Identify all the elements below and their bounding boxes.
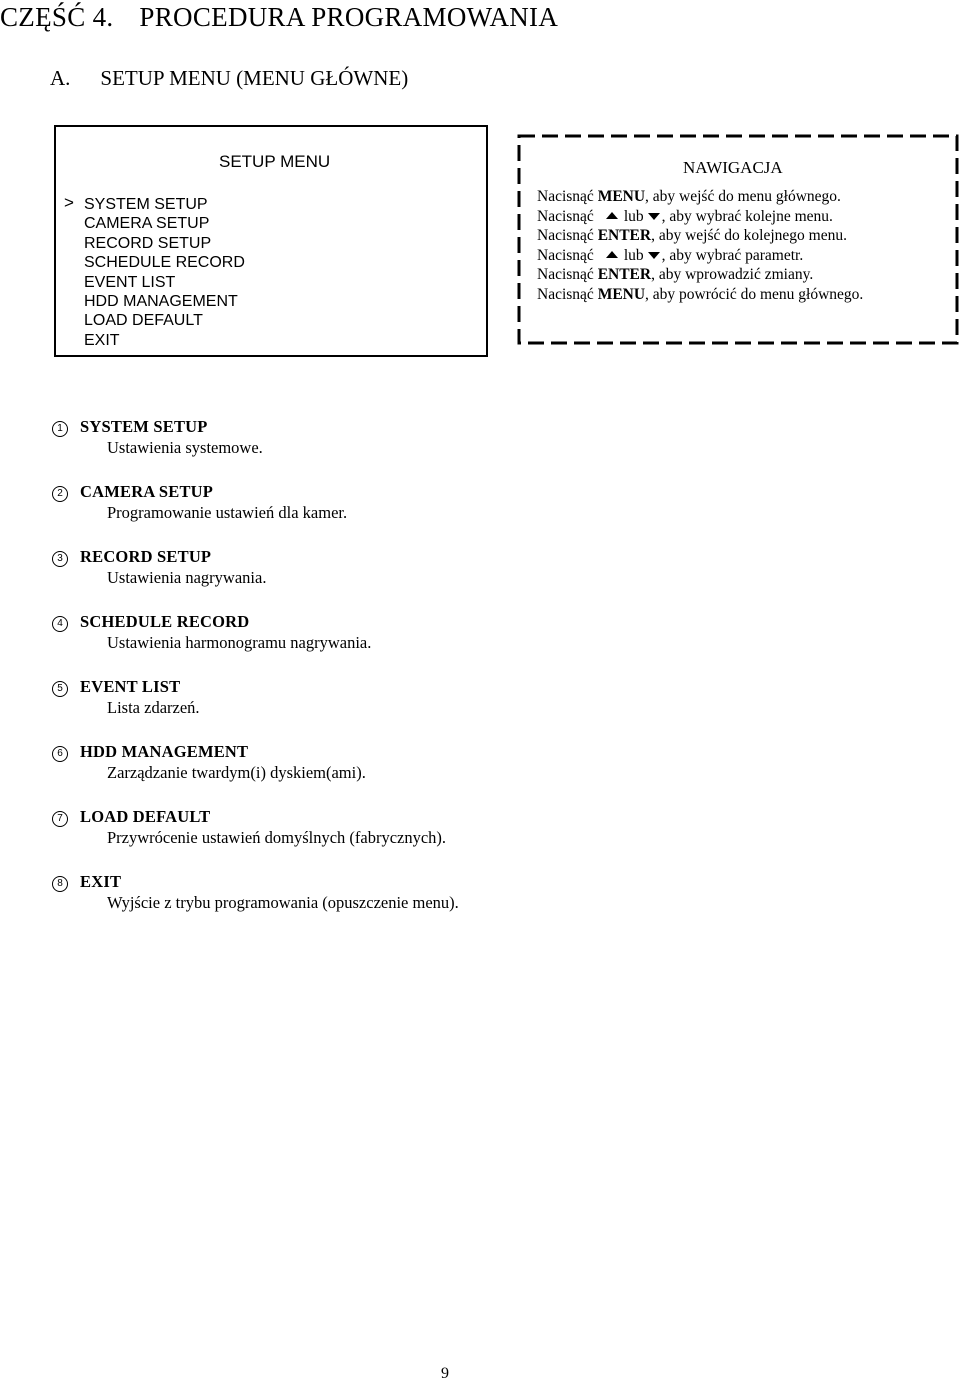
description-name: EVENT LIST — [80, 677, 181, 696]
number-7-icon: 7 — [52, 811, 68, 827]
description-text: Ustawienia harmonogramu nagrywania. — [107, 633, 372, 652]
description-text: Zarządzanie twardym(i) dyskiem(ami). — [107, 763, 366, 782]
description-item — [52, 481, 459, 546]
nav-line-text: Nacisnąć — [537, 285, 598, 303]
number-3-icon: 3 — [52, 551, 68, 567]
section-letter: A. — [50, 66, 71, 90]
description-name: RECORD SETUP — [80, 547, 212, 566]
nav-line — [537, 226, 863, 246]
menu-cursor-icon: > — [64, 193, 74, 212]
description-text: Lista zdarzeń. — [107, 698, 200, 717]
number-1-icon: 1 — [52, 421, 68, 437]
number-4-icon: 4 — [52, 616, 68, 632]
menu-item-schedule-record: SCHEDULE RECORD — [84, 254, 245, 272]
arrow-down-icon — [648, 252, 660, 259]
nav-line-text: , aby powrócić do menu głównego. — [645, 285, 864, 303]
menu-item-event-list: EVENT LIST — [84, 273, 176, 291]
arrow-up-icon — [606, 212, 618, 219]
description-text: Wyjście z trybu programowania (opuszczenie menu). — [107, 893, 459, 912]
arrow-up-icon — [606, 251, 618, 258]
key-menu: MENU — [597, 188, 646, 205]
description-item — [52, 741, 459, 806]
nav-line — [537, 265, 863, 285]
description-item — [52, 676, 459, 741]
description-text: Ustawienia nagrywania. — [107, 568, 267, 587]
description-item — [52, 806, 459, 871]
menu-item-exit: EXIT — [84, 331, 120, 349]
key-enter: ENTER — [597, 266, 652, 283]
nav-line-text: , aby wybrać parametr. — [661, 246, 804, 264]
setup-menu-list — [84, 195, 245, 350]
description-name: SCHEDULE RECORD — [80, 612, 250, 631]
nav-line — [537, 187, 863, 207]
description-name: SYSTEM SETUP — [80, 417, 208, 436]
description-item — [52, 871, 459, 936]
arrow-down-icon — [648, 213, 660, 220]
key-enter: ENTER — [597, 227, 652, 244]
number-2-icon: 2 — [52, 486, 68, 502]
menu-item-record-setup: RECORD SETUP — [84, 234, 212, 252]
menu-item-system-setup: SYSTEM SETUP — [84, 196, 208, 213]
section-name: SETUP MENU (MENU GŁÓWNE) — [100, 66, 409, 90]
description-item — [52, 611, 459, 676]
navigation-title: NAWIGACJA — [683, 158, 783, 177]
nav-line-text: Nacisnąć — [537, 207, 594, 225]
nav-line-text: lub — [623, 207, 644, 225]
key-menu: MENU — [597, 285, 646, 303]
number-5-icon: 5 — [52, 681, 68, 697]
nav-line-text: , aby wejść do kolejnego menu. — [651, 227, 847, 244]
nav-line-text: , aby wybrać kolejne menu. — [661, 207, 833, 225]
nav-line — [537, 207, 863, 227]
chapter-title — [0, 2, 558, 33]
menu-item-camera-setup: CAMERA SETUP — [84, 215, 210, 233]
description-text: Przywrócenie ustawień domyślnych (fabrycznych). — [107, 828, 447, 847]
description-item — [52, 546, 459, 611]
description-text: Ustawienia systemowe. — [107, 438, 263, 457]
chapter-number: CZĘŚĆ 4. — [0, 2, 114, 32]
description-name: EXIT — [80, 872, 122, 891]
nav-line-text: Nacisnąć — [537, 188, 598, 205]
navigation-lines — [537, 187, 863, 304]
setup-menu-box — [54, 125, 488, 357]
chapter-name: PROCEDURA PROGRAMOWANIA — [139, 2, 559, 32]
description-name: CAMERA SETUP — [80, 482, 214, 501]
description-name: HDD MANAGEMENT — [80, 742, 249, 761]
number-6-icon: 6 — [52, 746, 68, 762]
menu-item-load-default: LOAD DEFAULT — [84, 312, 203, 330]
nav-line-text: Nacisnąć — [537, 227, 598, 244]
nav-line-text: , aby wprowadzić zmiany. — [651, 266, 814, 283]
setup-menu-title: SETUP MENU — [219, 152, 331, 171]
nav-line — [537, 246, 863, 266]
nav-line-text: Nacisnąć — [537, 266, 598, 283]
nav-line — [537, 285, 863, 305]
description-text: Programowanie ustawień dla kamer. — [107, 503, 348, 522]
page-number: 9 — [441, 1365, 449, 1382]
navigation-box — [517, 134, 959, 345]
description-name: LOAD DEFAULT — [80, 807, 211, 826]
nav-line-text: Nacisnąć — [537, 246, 594, 264]
menu-item-hdd-management: HDD MANAGEMENT — [84, 293, 238, 311]
nav-line-text: , aby wejść do menu głównego. — [645, 188, 841, 205]
description-item — [52, 416, 459, 481]
nav-line-text: lub — [623, 246, 644, 264]
menu-descriptions — [52, 416, 459, 936]
number-8-icon: 8 — [52, 876, 68, 892]
section-title — [50, 66, 408, 91]
